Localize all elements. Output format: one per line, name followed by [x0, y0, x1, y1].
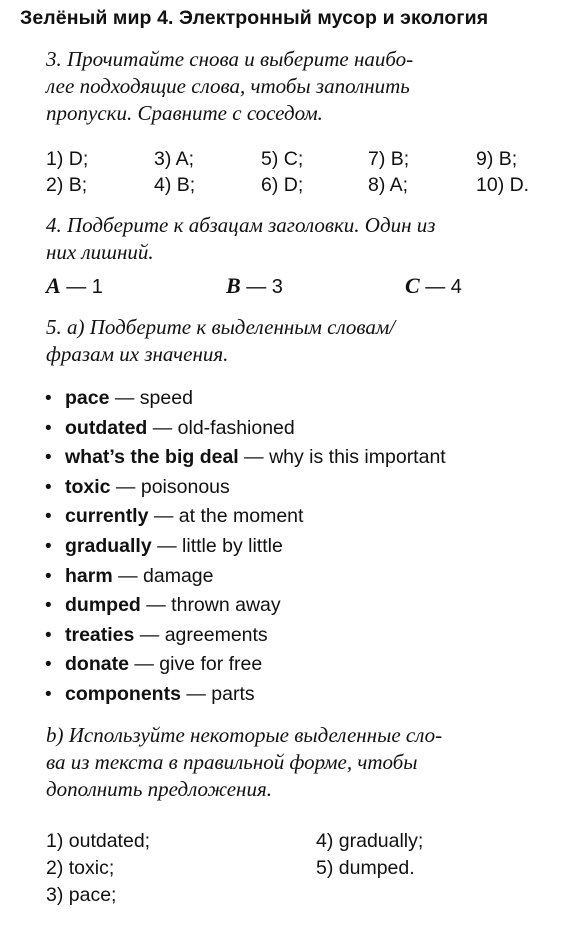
vocabulary-list [45, 384, 446, 710]
task5b-answer: 1) outdated; [46, 830, 151, 852]
vocab-meaning: — speed [109, 387, 193, 409]
list-item [45, 562, 446, 592]
bullet-icon: • [45, 595, 52, 617]
list-item [45, 473, 446, 503]
list-item [45, 384, 446, 414]
task5b-answer: 3) pace; [46, 884, 117, 906]
vocab-word: donate [65, 653, 129, 676]
task3-answer: 4) B; [154, 174, 196, 196]
bullet-icon: • [45, 388, 52, 409]
vocab-meaning: — agreements [134, 623, 268, 646]
list-item [45, 443, 446, 473]
task3-answer: 7) B; [368, 148, 410, 170]
task3-line: пропуски. Сравните с соседом. [46, 101, 323, 125]
bullet-icon: • [45, 654, 52, 676]
task3-answer: 10) D. [476, 174, 530, 196]
task5b-answer: 4) gradually; [316, 830, 424, 852]
bullet-icon: • [45, 535, 52, 557]
task4-answer [405, 273, 462, 299]
task3-answer: 9) B; [476, 148, 518, 170]
task3-instructions [46, 46, 546, 127]
vocab-meaning: — poisonous [110, 475, 230, 498]
bullet-icon: • [45, 476, 52, 498]
bullet-icon: • [45, 447, 52, 469]
list-item [45, 650, 446, 680]
task4-answer [46, 273, 103, 299]
task3-answer: 1) D; [46, 148, 89, 170]
task3-answer: 5) C; [261, 148, 304, 170]
vocab-meaning: — why is this important [238, 446, 446, 469]
task5a-line: 5. a) Подберите к выделенным словам/ [46, 315, 396, 339]
vocab-meaning: — give for free [128, 653, 263, 676]
task4-value: — 4 [425, 276, 462, 298]
vocab-word: harm [65, 564, 113, 587]
task4-line: них лишний. [46, 240, 154, 264]
task4-value: — 3 [246, 276, 283, 298]
list-item [45, 414, 446, 444]
task5b-instructions [46, 722, 546, 803]
task4-answer [226, 273, 283, 299]
bullet-icon: • [45, 624, 52, 646]
vocab-word: toxic [65, 475, 111, 498]
task4-instructions [46, 212, 546, 266]
vocab-word: gradually [65, 534, 152, 557]
list-item [45, 680, 446, 710]
vocab-word: what’s the big deal [65, 446, 239, 469]
vocab-word: dumped [65, 594, 141, 617]
task5b-line: ва из текста в правильной форме, чтобы [46, 750, 418, 774]
task5a-line: фразам их значения. [46, 342, 229, 366]
task3-answer: 3) A; [154, 148, 195, 170]
task3-line: лее подходящие слова, чтобы заполнить [46, 74, 410, 98]
task3-answer: 6) D; [261, 174, 304, 196]
list-item [45, 591, 446, 621]
list-item [45, 621, 446, 651]
vocab-meaning: — little by little [151, 534, 283, 557]
task3-answers [0, 148, 579, 202]
task4-line: 4. Подберите к абзацам заголовки. Один из [46, 213, 436, 237]
vocab-meaning: — old-fashioned [147, 416, 295, 439]
task3-line: 3. Прочитайте снова и выберите наибо- [46, 47, 414, 71]
task5b-answer: 2) toxic; [46, 857, 115, 879]
list-item [45, 502, 446, 532]
task5b-line: дополнить предложения. [46, 777, 272, 801]
vocab-word: currently [65, 505, 149, 528]
task4-letter: B [226, 273, 241, 298]
vocab-word: outdated [65, 416, 148, 439]
bullet-icon: • [45, 417, 52, 439]
task4-letter: A [46, 273, 61, 298]
task5a-instructions [46, 314, 546, 368]
task3-answer: 8) A; [368, 174, 409, 196]
vocab-meaning: — at the moment [148, 505, 304, 528]
task3-answer: 2) B; [46, 174, 88, 196]
vocab-meaning: — damage [112, 564, 214, 587]
bullet-icon: • [45, 506, 52, 528]
task4-letter: C [405, 273, 420, 298]
vocab-meaning: — parts [180, 682, 255, 705]
vocab-word: treaties [65, 623, 135, 646]
vocab-meaning: — thrown away [140, 594, 281, 617]
vocab-word: components [65, 682, 181, 705]
list-item [45, 532, 446, 562]
page-title: Зелёный мир 4. Электронный мусор и экология [20, 7, 489, 29]
vocab-word: pace [65, 387, 110, 409]
bullet-icon: • [45, 683, 52, 705]
task4-value: — 1 [66, 276, 103, 298]
bullet-icon: • [45, 565, 52, 587]
task5b-answer: 5) dumped. [316, 857, 415, 879]
task5b-line: b) Используйте некоторые выделенные сло- [46, 723, 443, 747]
